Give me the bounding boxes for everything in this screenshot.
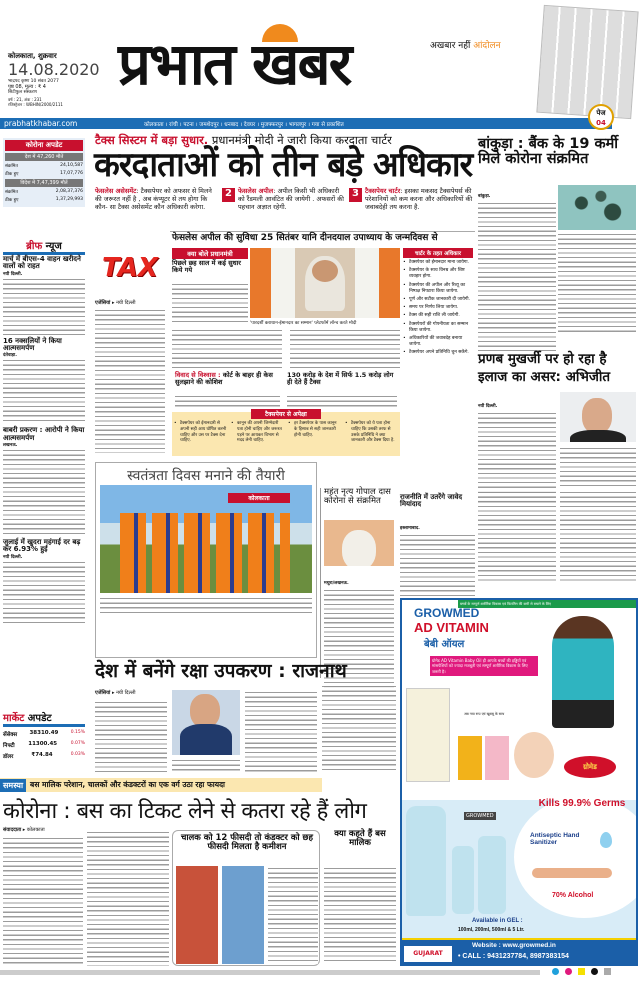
pranab-headline[interactable]: प्रणब मुखर्जी पर हो रहा है इलाज का असर: अभिजीत	[478, 351, 611, 386]
tagline-b: आंदोलन	[473, 41, 501, 51]
label: संक्रमित	[5, 164, 18, 169]
dateline: बांकुड़ा.	[478, 194, 491, 199]
tax-text: TAX	[102, 252, 158, 283]
market-a: मार्केट	[3, 713, 25, 724]
charter-item: • टैक्स की सही राशि ली जायेगी.	[403, 313, 473, 319]
pranab-body	[478, 392, 556, 504]
ad-available: Available in GEL :	[472, 918, 523, 924]
vivad-text: कोर्ट के बाहर ही केस सुलझाने की कोशिश	[175, 371, 273, 386]
date-block	[8, 52, 98, 108]
page-badge-label: पेज	[596, 109, 606, 117]
body-text	[95, 308, 165, 453]
product-pack-yellow	[458, 736, 482, 780]
ad-brand: GROWMED	[414, 606, 480, 620]
body-text	[3, 358, 85, 424]
drop-icon	[600, 832, 612, 848]
body-text	[324, 866, 396, 964]
body-text	[400, 533, 475, 603]
pages-price: पृष्ठ 08, मूल्य : ₹ 4	[8, 83, 46, 90]
column-rule	[320, 488, 321, 678]
expectation-item: • हर टैक्सपेयर के पास कानून के हिसाब से सही जानकारी होनी चाहिए.	[288, 421, 341, 444]
lead-point	[222, 188, 346, 211]
brief-b: न्यूज	[45, 241, 62, 252]
body-text	[3, 560, 85, 626]
expectation-label: टैक्सपेयर से अपेक्षा	[251, 409, 321, 419]
body-text	[172, 328, 400, 368]
body-text	[175, 394, 280, 408]
photo-caption	[100, 596, 312, 614]
brief-item[interactable]	[3, 256, 85, 335]
hand-image	[532, 868, 612, 878]
charter-item: • टैक्सपेयर की अपील और रिव्यू का निष्पक्ष निपटारा किया जायेगा.	[403, 283, 473, 295]
samasya-label: समस्या	[0, 779, 26, 792]
index-change: 0.15%	[70, 730, 85, 735]
charter-label: चार्टर के तहत अधिकार	[403, 248, 473, 258]
label: ठीक हुए	[5, 198, 19, 203]
ad-kills: Kills 99.9% Germs	[538, 798, 626, 809]
ad-footer	[402, 938, 638, 966]
kicker-red: टैक्स सिस्टम में बड़ा सुधार.	[95, 133, 209, 147]
body-text	[268, 866, 318, 964]
charter-item: • टैक्सपेयर को ईमानदार माना जायेगा.	[403, 260, 473, 266]
page-badge-number: 04	[596, 119, 606, 127]
brief-headline: जुलाई में खुदरा महंगाई दर बढ़ कर 6.93% हुई	[3, 538, 81, 554]
ad-company: GUJARAT	[404, 946, 452, 962]
expectation-item: • टैक्सपेयर को ये पता होना चाहिए कि उसकी तरफ से उसके प्रतिनिधि ने क्या जानकारी और टैक्स दिया है.	[345, 421, 398, 444]
byline-agency: एजेंसियां	[95, 300, 111, 306]
dateline: इस्लामाबाद.	[400, 526, 420, 531]
sanitizer-bottle	[406, 806, 446, 916]
point-title: फेसलेस असेसमेंट	[95, 187, 137, 195]
commission-headline: चालक को 12 फीसदी तो कंडक्टर को छह फीसदी मिलता है कमीशन	[180, 833, 314, 852]
brief-a: ब्रीफ	[26, 241, 43, 252]
brief-headline: बाबरी प्रकरण : आरोपी ने किया आत्मसमर्पण	[3, 426, 85, 442]
index-change: 0.07%	[70, 741, 85, 746]
owners-headline: क्या कहते हैं बस मालिक	[334, 829, 386, 848]
black-dot-icon	[591, 968, 598, 975]
cyan-dot-icon	[552, 968, 559, 975]
miandad-body	[400, 514, 475, 603]
rajnath-photo	[172, 690, 240, 755]
expectation-box	[172, 412, 400, 456]
index-value: ₹74.84	[31, 752, 53, 758]
vivad-red: विवाद से विश्वास :	[175, 371, 221, 379]
ad-blurb: ग्रोमेड AD Vitamin Baby Oil ही आपके बच्चों की हड्डियों एवं मांसपेशियों को ज्यादा मजबूती एवं सम्पूर्ण शारीरिक विकास के लिए जरूरी है।	[430, 656, 538, 676]
charter-item: • टैक्सपेयर अपने प्रतिनिधि चुन सकेंगे.	[403, 350, 473, 356]
ad-phone[interactable]: • CALL : 9431237784, 8987383154	[458, 953, 569, 960]
tagline-a: अखबार नहीं	[430, 41, 471, 51]
byline-place: नयी दिल्ली	[116, 690, 136, 696]
kolkata-tag: कोलकाता	[228, 493, 290, 503]
market-row	[3, 752, 85, 760]
page-badge	[588, 104, 614, 130]
body-text	[172, 758, 240, 772]
lead-point	[349, 188, 473, 211]
point-title: फेसलेस अपील	[237, 187, 274, 195]
corona-update-box	[3, 138, 85, 207]
dateline: नयी दिल्ली.	[3, 271, 23, 277]
tagline	[430, 38, 530, 51]
body-text	[478, 490, 556, 582]
body-text	[478, 201, 556, 351]
ad-mini-note: अब नया रूप एवं खुशबू के साथ	[464, 712, 505, 716]
registration-marks	[552, 968, 611, 975]
body-text	[558, 232, 636, 332]
body-text	[3, 277, 85, 335]
product-pack-pink	[485, 736, 509, 780]
india-recovered: 17,07,776	[60, 171, 83, 176]
body-text	[95, 700, 167, 772]
india-deaths: देश में 47,260 मौतें	[5, 153, 83, 161]
dateline: दंतेवाड़ा.	[3, 353, 17, 359]
faceless-strip: फेसलेस अपील की सुविधा 25 सितंबर यानि दीनदयाल उपाध्याय के जन्मदिवस से	[172, 233, 438, 243]
ad-antiseptic: Antiseptic Hand Sanitizer	[530, 832, 580, 846]
brief-news-title	[3, 238, 85, 255]
byline: एजेंसियां ▸ नयी दिल्ली	[95, 690, 136, 696]
byline-place: नयी दिल्ली	[116, 300, 136, 306]
sanitizer-brand: GROWMED	[466, 813, 494, 819]
corona-title: कोरोना अपडेट	[5, 140, 83, 151]
hindi-date: भाद्रपद कृष्ण 10 संवत 2077	[8, 78, 59, 84]
market-update	[3, 710, 85, 760]
registration: रजिस्ट्रेशन : WBHIN/2000/2111	[8, 102, 63, 108]
byline-agency: एजेंसियां	[95, 690, 111, 696]
body-text	[245, 690, 317, 772]
abhijit-photo	[560, 392, 636, 442]
point-text: : टैक्सपेयर को अफसर से मिलने की जरूरत नहीं है , अब कंप्यूटर से तय होगा कि कौन- सा टैक्स असेसमेंट कौन अधिकारी करेगा.	[95, 187, 212, 211]
ad-alcohol: 70% Alcohol	[552, 892, 594, 899]
byline: संवाददाता ▸ कोलकाता	[3, 827, 45, 833]
charter-item: • टैक्सपेयरों की गोपनीयता का सम्मान किया जायेगा.	[403, 322, 473, 334]
vivad-headline	[175, 372, 280, 386]
dateline: नयी दिल्ली.	[3, 554, 23, 560]
epaper-thumbnail[interactable]	[536, 5, 638, 119]
brief-headline: मार्च में बीएस-4 वाहन खरीदने वालों को राहत	[3, 255, 81, 271]
coronavirus-photo	[558, 185, 636, 230]
charter-item: • समय पर निर्णय लिया जायेगा.	[403, 305, 473, 311]
edition: सिटीफुल संस्करण	[8, 89, 37, 95]
expectation-item: • कानून की अपनी जिम्मेदारी पता होनी चाहिए और जरूरत पड़ने पर आयकर विभाग से मदद लेनी चाहिए.	[231, 421, 284, 444]
brief-headline: 16 नक्सलियों ने किया आत्मसमर्पण	[3, 336, 62, 353]
pm-label: क्या बोले प्रधानमंत्री	[172, 248, 248, 259]
lead-point	[95, 188, 219, 211]
dateline: लखनऊ.	[3, 443, 18, 449]
sanitizer-bottle-medium	[478, 836, 506, 914]
product-box-image	[406, 688, 450, 782]
charter-list	[403, 260, 473, 358]
bankura-headline[interactable]: बांकुड़ा : बैंक के 19 कर्मी मिले कोरोना संक्रमित	[478, 136, 619, 168]
bankura-body	[478, 182, 556, 351]
volume: वर्ष : 21, अंक : 231	[8, 97, 42, 103]
cities-list: कोलकाता । रांची । पटना । जमशेदपुर । धनबाद । देवघर । मुजफ्फरपुर । भागलपुर । गया से प्रकाशित	[144, 121, 344, 128]
ad-badge: ग्रोमेड	[564, 756, 616, 778]
yellow-square-icon	[578, 968, 585, 975]
baby-photo	[514, 732, 554, 778]
point-text: : अपील किसी भी अधिकारी को रैंडमली आवंटित की जायेगी . अफसरों की पहचान अज्ञात रहेगी.	[237, 187, 344, 211]
strap-text: बस मालिक परेशान, चालकों और कंडक्टरों का एक वर्ग उठा रहा फायदा	[30, 780, 225, 789]
website-link[interactable]: prabhatkhabar.com	[4, 119, 78, 128]
brief-item[interactable]	[3, 427, 85, 536]
byline-place: कोलकाता	[26, 827, 45, 833]
ad-top-note: बच्चों के सम्पूर्ण शारीरिक विकास एवं विटामिन की कमी से बचाने के लिए	[458, 600, 638, 608]
brief-item[interactable]	[3, 338, 85, 425]
bus-photo	[176, 866, 264, 964]
date: 14.08.2020	[8, 60, 100, 79]
body-text	[560, 446, 636, 486]
world-deaths: विदेश में 7,47,399 मौतें	[5, 179, 83, 187]
body-text	[560, 490, 636, 582]
index-name: निफ्टी	[3, 743, 15, 749]
mahant-headline[interactable]: महंत नृत्य गोपाल दास कोरोना से संक्रमित	[324, 487, 391, 506]
newspaper-logo[interactable]: प्रभात खबर	[118, 30, 351, 98]
samasya-strap	[0, 778, 322, 792]
mahant-photo	[324, 520, 394, 566]
pm-subhead: पिछले छह साल में कई सुधार किये गये	[172, 259, 241, 274]
body-text	[3, 448, 85, 536]
ad-product: AD VITAMIN	[414, 620, 489, 635]
lead-headline[interactable]: करदाताओं को तीन बड़े अधिकार	[94, 145, 473, 185]
point-title: टैक्सपेयर चार्टर	[364, 187, 401, 195]
label: संक्रमित	[5, 190, 18, 195]
body-text	[87, 830, 169, 966]
index-name: डॉलर	[3, 754, 14, 760]
rajnath-headline[interactable]: देश में बनेंगे रक्षा उपकरण : राजनाथ	[95, 660, 347, 682]
india-infected: 24,10,587	[60, 163, 83, 168]
growmed-ad[interactable]	[400, 598, 638, 966]
ad-model-photo	[552, 616, 614, 728]
market-row	[3, 741, 85, 749]
body-text	[3, 836, 83, 966]
world-recovered: 1,37,29,993	[55, 197, 83, 202]
point-number: 2	[222, 188, 235, 202]
city-day: कोलकाता, शुक्रवार	[8, 52, 57, 60]
photo-caption: 'पारदर्शी कराधान-ईमानदार का सम्मान' प्लेटफॉर्म लॉन्च करते मोदी	[250, 321, 357, 326]
kicker-text: प्रधानमंत्री मोदी ने जारी किया करदाता चार्टर	[211, 133, 392, 147]
charter-item: • पूर्ण और सटीक जानकारी दी जायेगी.	[403, 297, 473, 303]
gray-square-icon	[604, 968, 611, 975]
ad-circle	[514, 796, 638, 918]
index-value: 11300.45	[28, 741, 58, 747]
world-infected: 2,08,37,376	[55, 189, 83, 194]
charter-item: • अधिकारियों की जवाबदेह बनाया जायेगा.	[403, 336, 473, 348]
edition-bar	[0, 118, 612, 129]
point-number: 3	[349, 188, 362, 202]
market-b: अपडेट	[27, 713, 52, 724]
point-text: : इसका मकसद टैक्सपेयर्स की परेशानियों को कम करना और अधिकारियों की जवाबदेही तय करना है.	[364, 187, 473, 211]
brief-item[interactable]	[3, 539, 85, 626]
body-text	[287, 394, 397, 408]
print-bar	[0, 970, 540, 975]
body-text	[172, 282, 248, 322]
brief-news-list	[3, 256, 85, 626]
label: ठीक हुए	[5, 172, 19, 177]
modi-photo	[250, 248, 400, 318]
dateline: मथुरा/लखनऊ.	[324, 581, 349, 586]
ad-website[interactable]: Website : www.growmed.in	[472, 942, 556, 949]
ad-product-hindi: बेबी ऑयल	[424, 639, 465, 650]
body-text	[322, 684, 396, 772]
ad-sizes: 100ml, 200ml, 500ml & 5 Ltr.	[458, 927, 525, 933]
miandad-headline[interactable]: राजनीति में उतरेंगे जावेद मियांदाद	[400, 493, 463, 509]
market-row	[3, 730, 85, 738]
tax-illustration	[95, 240, 165, 295]
index-change: 0.03%	[70, 752, 85, 757]
dateline: नयी दिल्ली.	[478, 404, 498, 409]
bus-headline[interactable]: कोरोना : बस का टिकट लेने से कतरा रहे हैं लोग	[3, 799, 367, 824]
expectation-item: • टैक्सपेयर को ईमानदारी से अपनी सही आय घोषित करनी चाहिए और उस पर टैक्स देना चाहिए.	[174, 421, 227, 444]
index-value: 38310.49	[29, 730, 59, 736]
crore-headline: 130 करोड़ के देश में सिर्फ 1.5 करोड़ लोग ही देते हैं टैक्स	[287, 371, 394, 386]
magenta-dot-icon	[565, 968, 572, 975]
index-name: सेंसेक्स	[3, 732, 18, 738]
charter-item: • टैक्सपेयर के साथ विनम्र और शिष्ट व्यवहार होगा.	[403, 268, 473, 280]
freedom-headline[interactable]: स्वतंत्रता दिवस मनाने की तैयारी	[127, 468, 285, 484]
sanitizer-bottle-small	[452, 846, 474, 914]
byline-agency: संवाददाता	[3, 827, 22, 833]
byline: एजेंसियां ▸ नयी दिल्ली	[95, 300, 136, 306]
